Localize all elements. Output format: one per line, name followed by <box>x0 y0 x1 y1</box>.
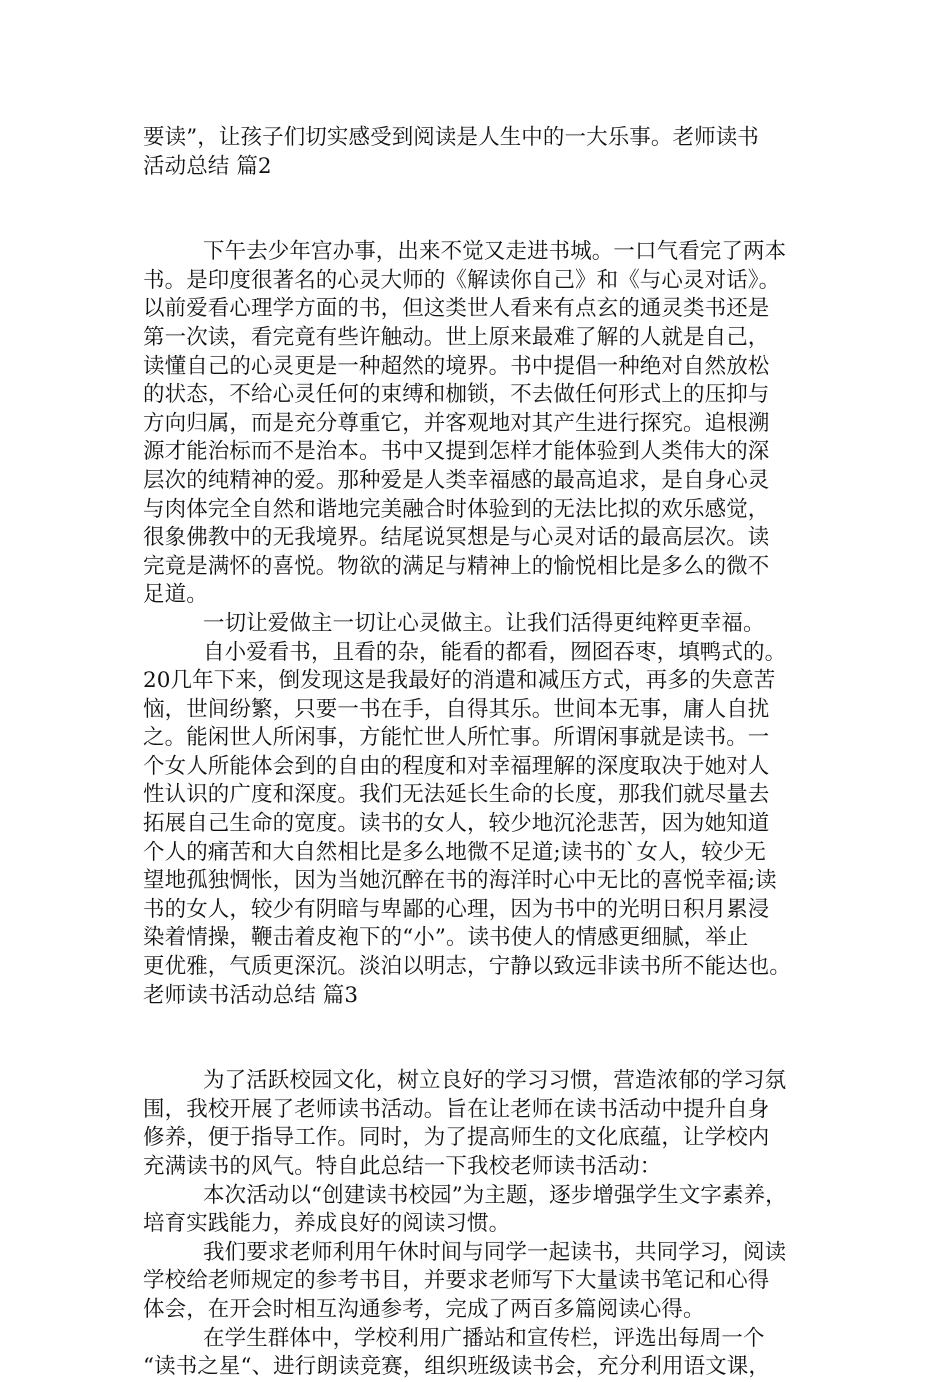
text-line: 更优雅，气质更深沉。淡泊以明志，宁静以致远非读书所不能达也。 <box>143 954 792 980</box>
text-line: 修养，便于指导工作。同时，为了提高师生的文化底蕴，让学校内 <box>143 1125 770 1151</box>
text-line: 本次活动以“创建读书校园”为主题，逐步增强学生文字素养， <box>203 1182 787 1208</box>
text-line: 层次的纯精神的爱。那种爱是人类幸福感的最高追求，是自身心灵 <box>143 467 770 493</box>
text-line: 第一次读，看完竟有些许触动。世上原来最难了解的人就是自己， <box>143 324 770 350</box>
text-line: 的状态，不给心灵任何的束缚和枷锁，不去做任何形式上的压抑与 <box>143 382 770 408</box>
text-line: 20几年下来，倒发现这是我最好的消遣和减压方式，再多的失意苦 <box>143 668 776 694</box>
text-line: 完竟是满怀的喜悦。物欲的满足与精神上的愉悦相比是多么的微不 <box>143 553 770 579</box>
text-line: 很象佛教中的无我境界。结尾说冥想是与心灵对话的最高层次。读 <box>143 525 770 551</box>
text-line: 学校给老师规定的参考书目，并要求老师写下大量读书笔记和心得 <box>143 1268 770 1294</box>
text-line: 要读”，让孩子们切实感受到阅读是人生中的一大乐事。老师读书 <box>143 125 759 150</box>
text-line: 充满读书的风气。特自此总结一下我校老师读书活动： <box>143 1154 662 1179</box>
text-line: 自小爱看书，且看的杂，能看的都看，囫囵吞枣，填鸭式的。 <box>203 639 787 665</box>
section-gap <box>143 181 823 238</box>
text-line: 个女人所能体会到的自由的程度和对幸福理解的深度取决于她对人 <box>143 753 770 779</box>
text-line: 在学生群体中，学校利用广播站和宣传栏，评选出每周一个 <box>203 1325 765 1351</box>
text-line: 望地孤独惆怅，因为当她沉醉在书的海洋时心中无比的喜悦幸福;读 <box>143 868 777 894</box>
text-line: 足道。 <box>143 582 208 608</box>
text-line: 性认识的广度和深度。我们无法延长生命的长度，那我们就尽量去 <box>143 782 770 808</box>
section-heading-3: 老师读书活动总结 篇3 <box>143 982 359 1008</box>
text-line: 为了活跃校园文化，树立良好的学习习惯，营造浓郁的学习氛 <box>203 1068 787 1094</box>
text-line: 体会，在开会时相互沟通参考，完成了两百多篇阅读心得。 <box>143 1296 705 1322</box>
text-line: 培育实践能力，养成良好的阅读习惯。 <box>143 1211 511 1237</box>
text-line: 我们要求老师利用午休时间与同学一起读书，共同学习，阅读 <box>203 1239 787 1265</box>
section-heading-2: 活动总结 篇2 <box>143 153 272 179</box>
text-line: 下午去少年宫办事，出来不觉又走进书城。一口气看完了两本 <box>203 239 787 265</box>
text-line: “读书之星“、进行朗读竞赛，组织班级读书会，充分利用语文课， <box>143 1354 770 1380</box>
text-line: 读懂自己的心灵更是一种超然的境界。书中提倡一种绝对自然放松 <box>143 353 770 379</box>
text-line: 染着情操，鞭击着皮袍下的“小”。读书使人的情感更细腻，举止 <box>143 925 749 951</box>
text-line: 个人的痛苦和大自然相比是多么地微不足道;读书的`女人，较少无 <box>143 839 766 865</box>
text-line: 之。能闲世人所闲事，方能忙世人所忙事。所谓闲事就是读书。一 <box>143 725 770 751</box>
text-line: 恼，世间纷繁，只要一书在手，自得其乐。世间本无事，庸人自扰 <box>143 696 770 722</box>
text-line: 以前爱看心理学方面的书，但这类世人看来有点玄的通灵类书还是 <box>143 296 770 322</box>
text-line: 拓展自己生命的宽度。读书的女人，较少地沉沦悲苦，因为她知道 <box>143 811 770 837</box>
text-line: 一切让爱做主一切让心灵做主。让我们活得更纯粹更幸福。 <box>203 610 765 636</box>
text-line: 围，我校开展了老师读书活动。旨在让老师在读书活动中提升自身 <box>143 1096 770 1122</box>
text-line: 书。是印度很著名的心灵大师的《解读你自己》和《与心灵对话》。 <box>143 267 781 293</box>
section-gap <box>143 1010 823 1067</box>
text-line: 方向归属，而是充分尊重它，并客观地对其产生进行探究。追根溯 <box>143 410 770 436</box>
text-line: 与肉体完全自然和谐地完美融合时体验到的无法比拟的欢乐感觉， <box>143 496 770 522</box>
document-page <box>143 124 823 1382</box>
text-line: 书的女人，较少有阴暗与卑鄙的心理，因为书中的光明日积月累浸 <box>143 896 770 922</box>
text-line: 源才能治标而不是治本。书中又提到怎样才能体验到人类伟大的深 <box>143 439 770 465</box>
